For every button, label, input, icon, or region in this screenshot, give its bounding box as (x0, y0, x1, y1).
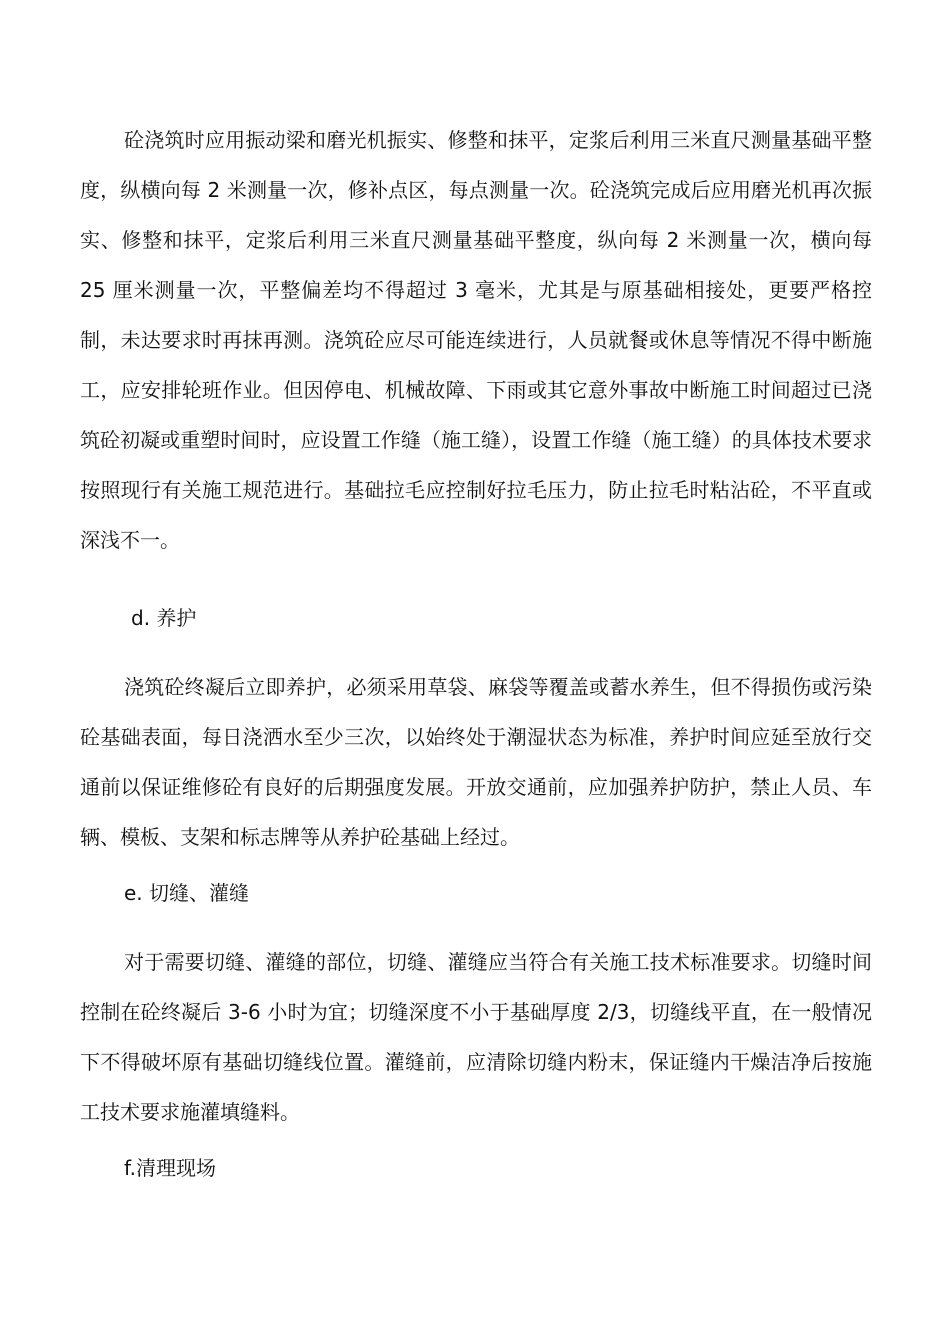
paragraph-curing: 浇筑砼终凝后立即养护，必须采用草袋、麻袋等覆盖或蓄水养生，但不得损伤或污染砼基础表面，每日浇洒水至少三次，以始终处于潮湿状态为标准，养护时间应延至放行交通前以保证维修砼有良好的后期强度发展。开放交通前，应加强养护防护，禁止人员、车辆、模板、支架和标志牌等从养护砼基础上经过。 (80, 675, 872, 849)
paragraph-concrete-pouring: 砼浇筑时应用振动梁和磨光机振实、修整和抹平，定浆后利用三米直尺测量基础平整度，纵横向每 2 米测量一次，修补点区，每点测量一次。砼浇筑完成后应用磨光机再次振实、修整和抹平，定浆后利用三米直尺测量基础平整度，纵向每 2 米测量一次，横向每 25 厘米测量一次，平整偏差均不得超过 3 毫米，尤其是与原基础相接处，更要严格控制，未达要求时再抹再测。浇筑砼应尽可能连续进行，人员就餐或休息等情况不得中断施工，应安排轮班作业。但因停电、机械故障、下雨或其它意外事故中断施工时间超过已浇筑砼初凝或重塑时间时，应设置工作缝（施工缝），设置工作缝（施工缝）的具体技术要求按照现行有关施工规范进行。基础拉毛应控制好拉毛压力，防止拉毛时粘沾砼，不平直或深浅不一。 (80, 128, 872, 552)
section-heading-joint-cutting: e. 切缝、灌缝 (124, 881, 250, 905)
section-heading-curing: d. 养护 (131, 606, 197, 630)
paragraph-joint-cutting: 对于需要切缝、灌缝的部位，切缝、灌缝应当符合有关施工技术标准要求。切缝时间控制在砼终凝后 3-6 小时为宜；切缝深度不小于基础厚度 2/3，切缝线平直，在一般情况下不得破坏原有基础切缝线位置。灌缝前，应清除切缝内粉末，保证缝内干燥洁净后按施工技术要求施灌填缝料。 (80, 950, 872, 1124)
section-heading-site-cleanup: f.清理现场 (124, 1156, 216, 1180)
